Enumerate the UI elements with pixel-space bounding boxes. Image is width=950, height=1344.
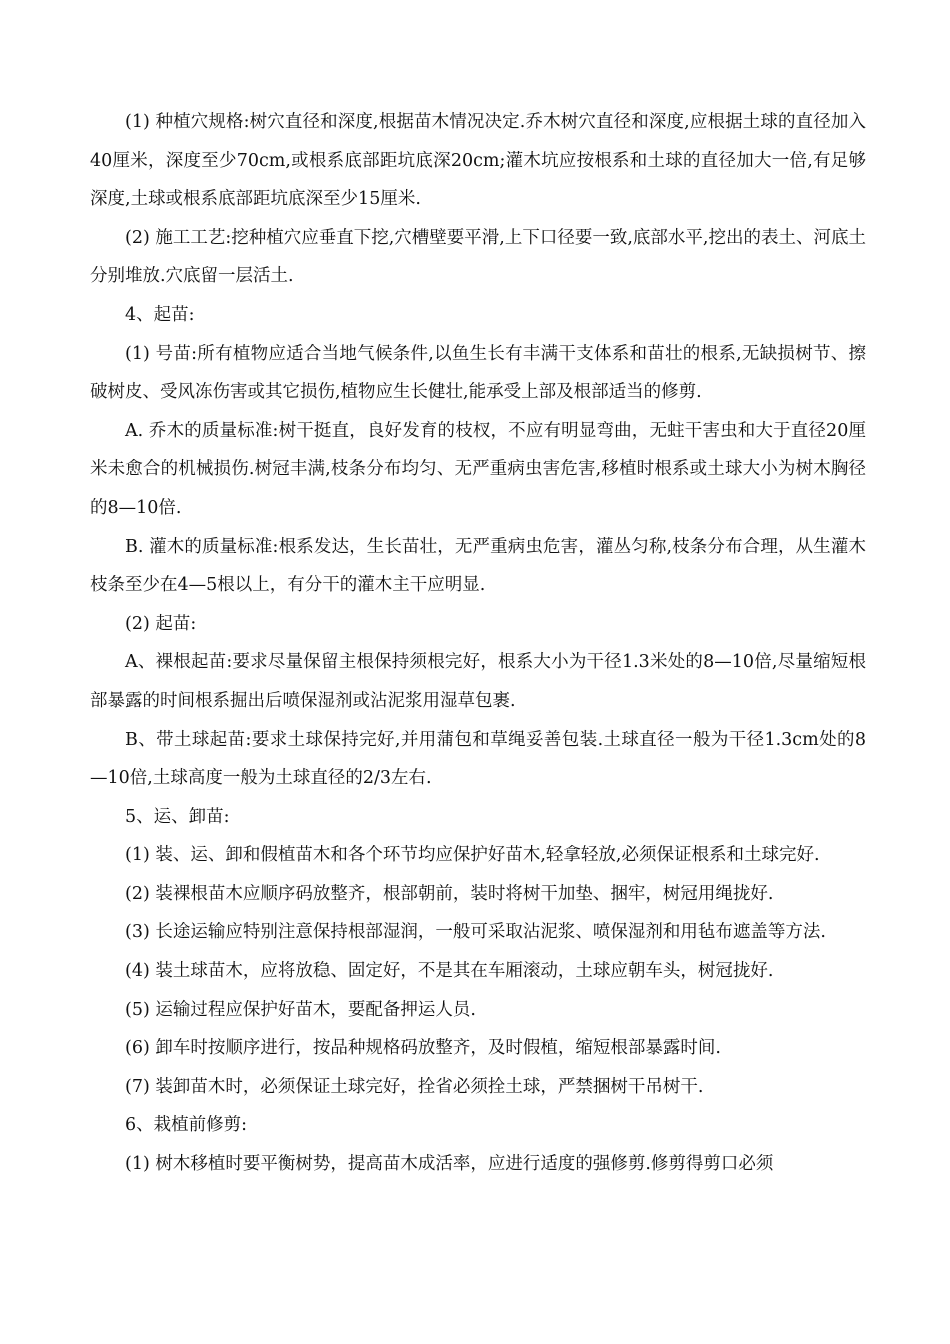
- paragraph-planting-hole-spec: (1) 种植穴规格:树穴直径和深度,根据苗木情况决定.乔木树穴直径和深度,应根据土球的直径加入40厘米，深度至少70cm,或根系底部距坑底深20cm;灌木坑应按根系和土球的直径加大一倍,有足够深度,土球或根系底部距坑底深至少15厘米.: [90, 112, 866, 210]
- subheading-lifting: (2) 起苗:: [125, 613, 197, 634]
- paragraph-transport-item-1: (1) 装、运、卸和假植苗木和各个环节均应保护好苗木,轻拿轻放,必须保证根系和土球完好.: [125, 845, 820, 866]
- paragraph-transport-item-4: (4) 装土球苗木，应将放稳、固定好，不是其在车厢滚动，土球应朝车头，树冠拢好.: [125, 961, 774, 982]
- paragraph-seedling-marking: (1) 号苗:所有植物应适合当地气候条件,以鱼生长有丰满干支体系和苗壮的根系,无缺损树节、擦破树皮、受风冻伤害或其它损伤,植物应生长健壮,能承受上部及根部适当的修剪.: [90, 343, 866, 403]
- paragraph-tree-quality-standard: A. 乔木的质量标准:树干挺直，良好发育的枝杈，不应有明显弯曲，无蛀干害虫和大于直径20厘米未愈合的机械损伤.树冠丰满,枝条分布均匀、无严重病虫害危害,移植时根系或土球大小为树木胸径的8—10倍.: [90, 420, 866, 518]
- section-heading-seedling-lifting: 4、起苗:: [125, 304, 195, 325]
- paragraph-construction-process: (2) 施工工艺:挖种植穴应垂直下挖,穴槽壁要平滑,上下口径要一致,底部水平,挖出的表土、河底土分别堆放.穴底留一层活土.: [90, 227, 866, 287]
- paragraph-transport-item-2: (2) 装裸根苗木应顺序码放整齐，根部朝前，装时将树干加垫、捆牢，树冠用绳拢好.: [125, 883, 774, 904]
- paragraph-root-ball-lifting: B、带土球起苗:要求土球保持完好,并用蒲包和草绳妥善包装.土球直径一般为干径1.3cm处的8—10倍,土球高度一般为土球直径的2/3左右.: [90, 729, 866, 789]
- paragraph-pruning-item-1: (1) 树木移植时要平衡树势，提高苗木成活率，应进行适度的强修剪.修剪得剪口必须: [125, 1154, 774, 1175]
- section-heading-pre-planting-pruning: 6、栽植前修剪:: [125, 1115, 248, 1136]
- paragraph-bare-root-lifting: A、裸根起苗:要求尽量保留主根保持须根完好，根系大小为干径1.3米处的8—10倍,尽量缩短根部暴露的时间根系掘出后喷保湿剂或沾泥浆用湿草包裹.: [90, 652, 866, 711]
- paragraph-transport-item-6: (6) 卸车时按顺序进行，按品种规格码放整齐，及时假植，缩短根部暴露时间.: [125, 1038, 721, 1059]
- section-heading-transport-unloading: 5、运、卸苗:: [125, 806, 230, 827]
- paragraph-transport-item-5: (5) 运输过程应保护好苗木，要配备押运人员.: [125, 999, 476, 1020]
- paragraph-shrub-quality-standard: B. 灌木的质量标准:根系发达，生长苗壮，无严重病虫危害，灌丛匀称,枝条分布合理，从生灌木枝条至少在4—5根以上，有分干的灌木主干应明显.: [90, 536, 866, 596]
- paragraph-transport-item-3: (3) 长途运输应特别注意保持根部湿润，一般可采取沾泥浆、喷保湿剂和用毡布遮盖等方法.: [125, 922, 826, 943]
- document-body: [90, 103, 866, 1184]
- paragraph-transport-item-7: (7) 装卸苗木时，必须保证土球完好，拴省必须拴土球，严禁捆树干吊树干.: [125, 1076, 704, 1097]
